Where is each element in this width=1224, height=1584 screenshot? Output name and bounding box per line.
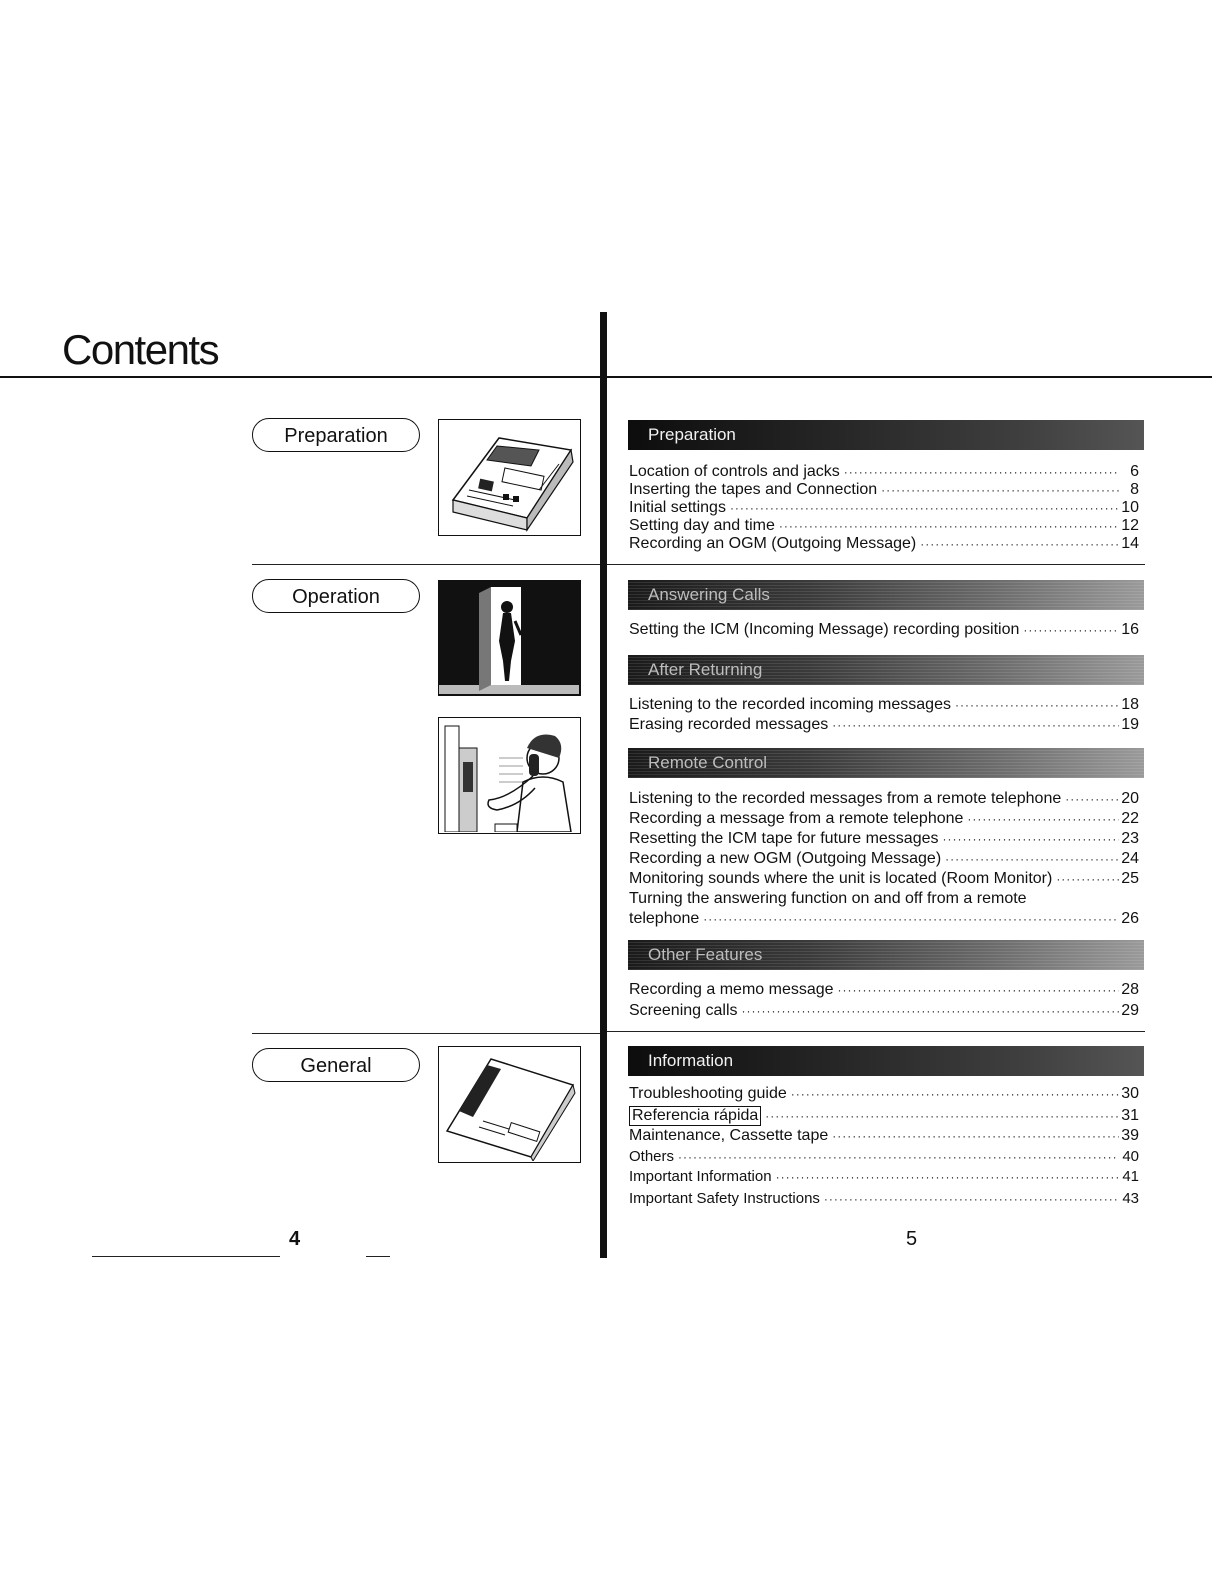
left-divider-1 [252, 564, 600, 565]
toc-entry[interactable]: Erasing recorded messages ····· 19 [629, 716, 1139, 734]
heading-answering-calls: Answering Calls [628, 580, 1144, 610]
toc-entry[interactable]: Screening calls ····· 29 [629, 1002, 1139, 1020]
toc-entry[interactable]: Recording a new OGM (Outgoing Message) ····· 24 [629, 850, 1139, 868]
left-footer-rule [92, 1256, 280, 1257]
toc-entry[interactable]: Resetting the ICM tape for future messages ····· 23 [629, 830, 1139, 848]
center-spine [600, 312, 607, 1258]
woman-on-telephone-illustration [438, 717, 581, 834]
toc-entry[interactable]: Listening to the recorded messages from a remote telephone ····· 20 [629, 790, 1139, 808]
page-title: Contents [62, 326, 219, 373]
right-divider-2 [607, 1031, 1145, 1032]
toc-entry[interactable]: Listening to the recorded incoming messages ····· 18 [629, 696, 1139, 714]
toc-entry[interactable]: Important Information ····· 41 [629, 1168, 1139, 1185]
section-tab-general[interactable]: General [252, 1048, 420, 1082]
toc-entry[interactable]: Troubleshooting guide ····· 30 [629, 1085, 1139, 1103]
toc-entry[interactable]: Referencia rápida ····· 31 [629, 1106, 1139, 1126]
heading-preparation: Preparation [628, 420, 1144, 450]
section-tab-preparation[interactable]: Preparation [252, 418, 420, 452]
answering-machine-topview-illustration [438, 1046, 581, 1163]
answering-machine-illustration [438, 419, 581, 536]
toc-entry[interactable]: Recording a message from a remote telephone ····· 22 [629, 810, 1139, 828]
heading-after-returning: After Returning [628, 655, 1144, 685]
toc-entry[interactable]: Monitoring sounds where the unit is located (Room Monitor) ····· 25 [629, 870, 1139, 888]
left-footer-rule-short [366, 1256, 390, 1257]
toc-entry[interactable]: Maintenance, Cassette tape ····· 39 [629, 1127, 1139, 1145]
toc-entry[interactable]: Recording a memo message ····· 28 [629, 981, 1139, 999]
woman-leaving-door-illustration [438, 580, 581, 696]
toc-entry[interactable]: Initial settings ····· 10 [629, 499, 1139, 517]
toc-entry[interactable]: Recording an OGM (Outgoing Message) ····· 14 [629, 535, 1139, 553]
section-tab-operation[interactable]: Operation [252, 579, 420, 613]
left-divider-2 [252, 1033, 600, 1034]
toc-entry-line1[interactable]: Turning the answering function on and off from a remote [629, 890, 1027, 907]
toc-entry[interactable]: Others ····· 40 [629, 1148, 1139, 1165]
right-divider-1 [607, 564, 1145, 565]
toc-entry[interactable]: Setting day and time ····· 12 [629, 517, 1139, 535]
toc-entry[interactable]: Setting the ICM (Incoming Message) recording position ····· 16 [629, 621, 1139, 639]
toc-entry[interactable]: Location of controls and jacks ····· 6 [629, 463, 1139, 481]
referencia-rapida-box: Referencia rápida [629, 1106, 761, 1126]
heading-remote-control: Remote Control [628, 748, 1144, 778]
toc-entry[interactable]: Inserting the tapes and Connection ····· 8 [629, 481, 1139, 499]
toc-entry[interactable]: Important Safety Instructions ····· 43 [629, 1190, 1139, 1207]
heading-other-features: Other Features [628, 940, 1144, 970]
toc-entry[interactable]: telephone ····· 26 [629, 910, 1139, 928]
left-page-number: 4 [289, 1228, 301, 1250]
heading-information: Information [628, 1046, 1144, 1076]
right-page-number: 5 [906, 1228, 918, 1250]
